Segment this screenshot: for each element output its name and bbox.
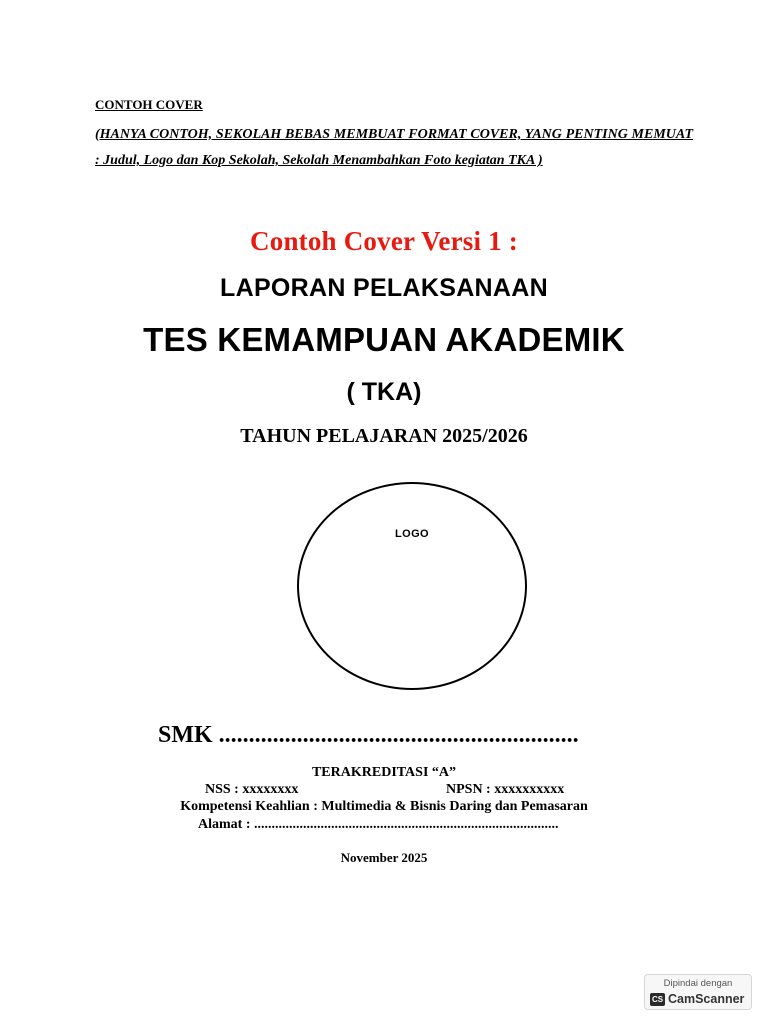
- watermark-brand-name: CamScanner: [668, 992, 745, 1006]
- school-name: SMK ............................................................: [158, 722, 579, 748]
- cover-date: November 2025: [340, 850, 428, 865]
- camscanner-icon: CS: [651, 994, 664, 1004]
- logo-label: LOGO: [395, 528, 429, 540]
- accreditation-line: TERAKREDITASI “A”: [311, 765, 457, 780]
- report-title: LAPORAN PELAKSANAAN: [220, 274, 548, 302]
- note-body: (HANYA CONTOH, SEKOLAH BEBAS MEMBUAT FORMAT COVER, YANG PENTING MEMUAT : Judul, Logo dan Kop Sekolah, Sekolah Menambahkan Foto kegiatan TKA ): [95, 127, 693, 168]
- watermark-caption: Dipindai dengan: [663, 978, 733, 989]
- logo-placeholder-circle: [297, 482, 527, 690]
- camscanner-watermark: [644, 974, 752, 1010]
- npsn-number: NPSN : xxxxxxxxxx: [446, 782, 565, 797]
- academic-year: TAHUN PELAJARAN 2025/2026: [240, 425, 528, 447]
- address-line: Alamat : .......................................................................................: [198, 817, 559, 832]
- test-abbreviation: ( TKA): [346, 378, 422, 406]
- nss-number: NSS : xxxxxxxx: [205, 782, 299, 797]
- note-title: CONTOH COVER: [95, 97, 203, 112]
- watermark-brand: [650, 992, 744, 1006]
- test-name-title: TES KEMAMPUAN AKADEMIK: [143, 321, 625, 358]
- competency-line: Kompetensi Keahlian : Multimedia & Bisnis Daring dan Pemasaran: [180, 799, 588, 814]
- cover-version-heading: Contoh Cover Versi 1 :: [250, 226, 518, 256]
